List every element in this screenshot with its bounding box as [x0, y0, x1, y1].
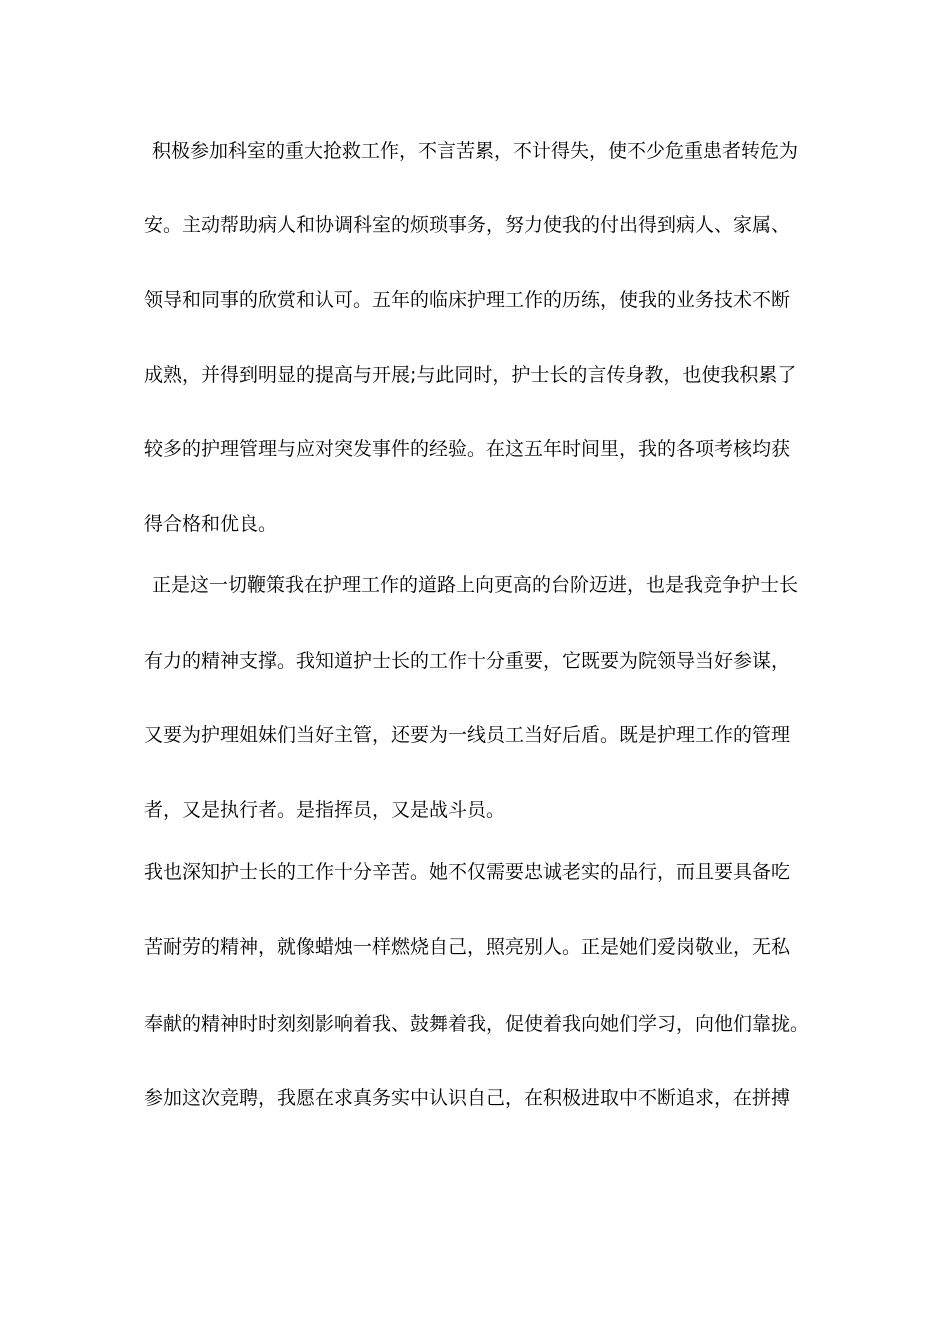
- text-line: 有力的精神支撑。我知道护士长的工作十分重要，它既要为院领导当好参谋，: [144, 650, 791, 672]
- text-line: 得合格和优良。: [144, 513, 278, 535]
- text-line: 我也深知护士长的工作十分辛苦。她不仅需要忠诚老实的品行，而且要具备吃: [144, 861, 791, 883]
- text-line: 者，又是执行者。是指挥员，又是战斗员。: [144, 799, 506, 821]
- text-line: 领导和同事的欣赏和认可。五年的临床护理工作的历练，使我的业务技术不断: [144, 289, 791, 311]
- text-line: 成熟，并得到明显的提高与开展;与此同时，护士长的言传身教，也使我积累了: [144, 364, 797, 386]
- text-line: 参加这次竞聘，我愿在求真务实中认识自己，在积极进取中不断追求，在拼搏: [144, 1087, 791, 1109]
- text-line: 较多的护理管理与应对突发事件的经验。在这五年时间里，我的各项考核均获: [144, 438, 791, 460]
- text-line: 又要为护理姐妹们当好主管，还要为一线员工当好后盾。既是护理工作的管理: [144, 724, 791, 746]
- text-line: 积极参加科室的重大抢救工作，不言苦累，不计得失，使不少危重患者转危为: [152, 140, 799, 162]
- text-line: 正是这一切鞭策我在护理工作的道路上向更高的台阶迈进，也是我竞争护士长: [152, 574, 799, 596]
- text-line: 奉献的精神时时刻刻影响着我、鼓舞着我，促使着我向她们学习，向他们靠拢。: [144, 1013, 810, 1035]
- text-line: 苦耐劳的精神，就像蜡烛一样燃烧自己，照亮别人。正是她们爱岗敬业，无私: [144, 936, 791, 958]
- text-line: 安。主动帮助病人和协调科室的烦琐事务，努力使我的付出得到病人、家属、: [144, 214, 791, 236]
